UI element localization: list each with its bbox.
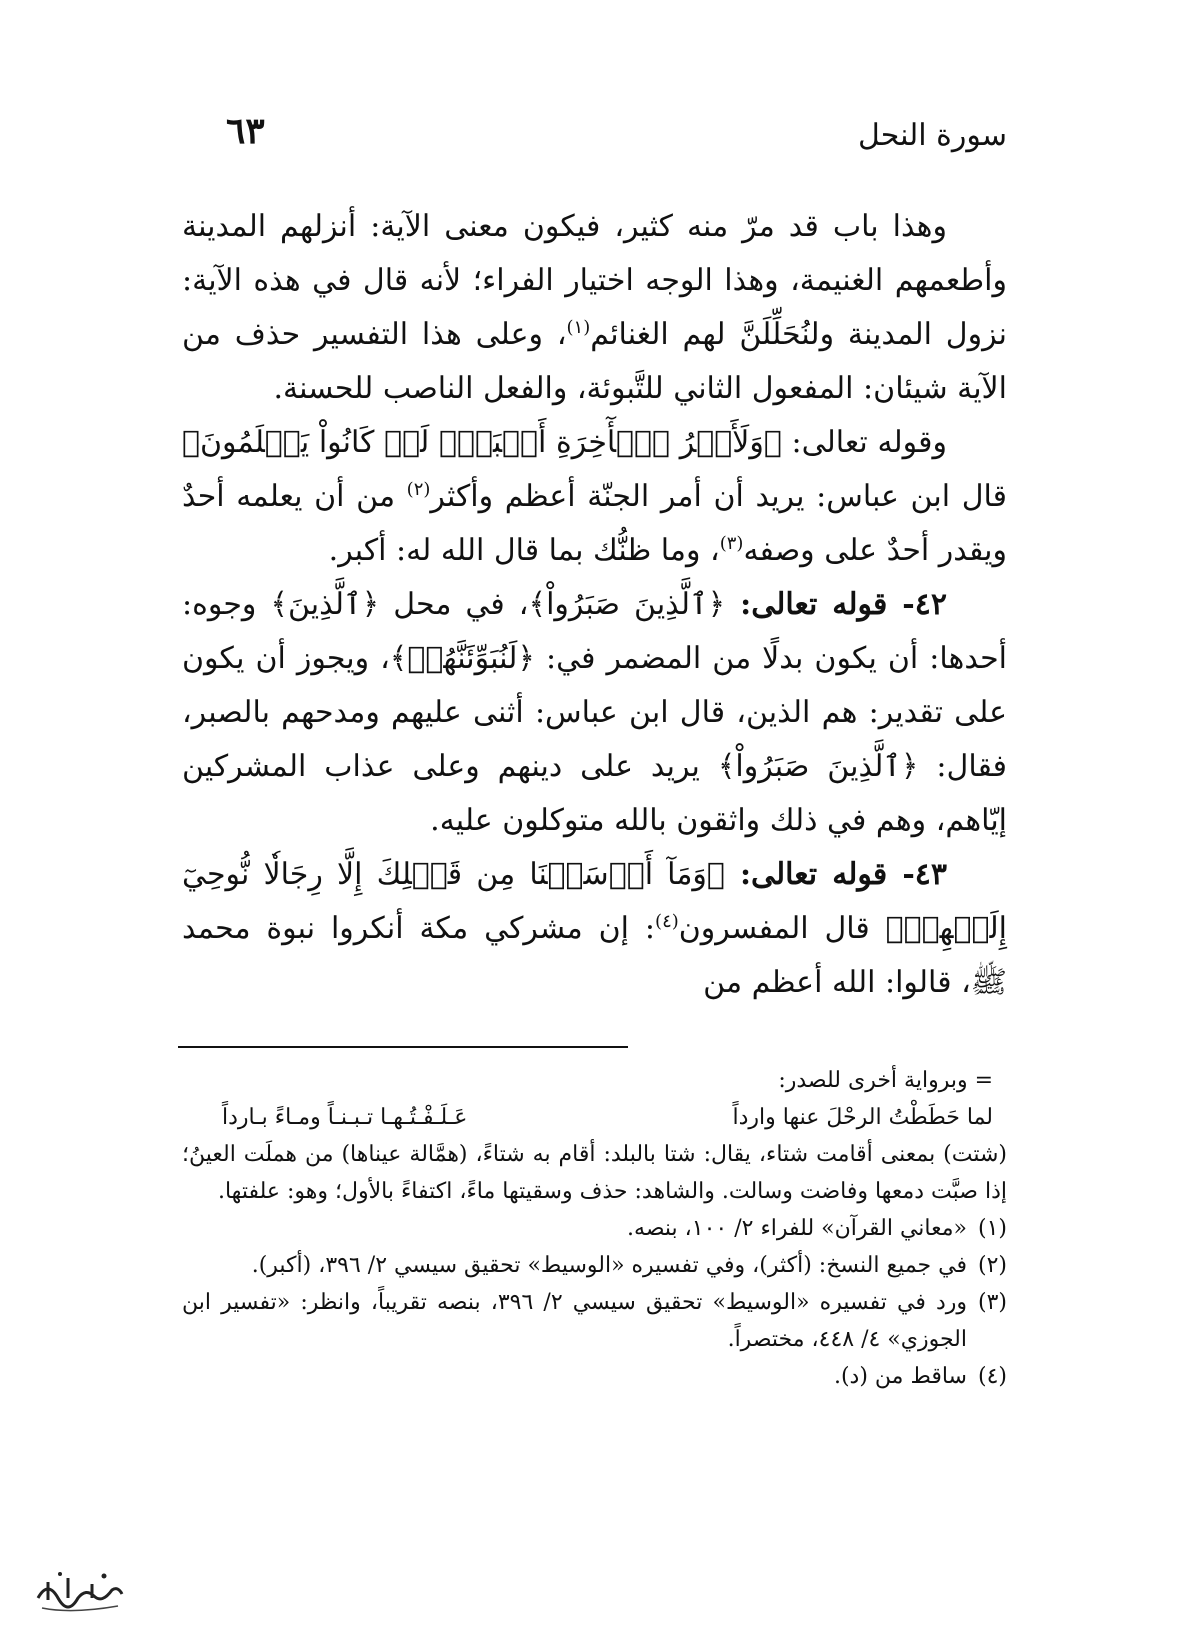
paragraph-3 bbox=[182, 578, 1007, 848]
para1-text: وهذا باب قد مرّ منه كثير، فيكون معنى الآية: أنزلهم المدينة وأطعمهم الغنيمة، وهذا الوجه اختيار الفراء؛ لأنه قال في هذه الآية: نزول المدينة ولنُحَلِّلَنَّ لهم الغنائم bbox=[182, 209, 1007, 352]
footnote-3 bbox=[182, 1284, 1007, 1358]
poem-second-hemistich: عَـلَـفْـتُـهـا تـبـنـاً ومـاءً بـارداً bbox=[222, 1105, 468, 1130]
quran-verse: ﴿ٱلَّذِينَ صَبَرُواْ﴾ bbox=[528, 587, 726, 622]
para2-b: قال ابن عباس: يريد أن أمر الجنّة أعظم وأكثر bbox=[430, 479, 1008, 514]
footnote-ref-1[interactable]: (١) bbox=[566, 317, 591, 338]
para3-a: ، في محل bbox=[379, 587, 529, 622]
footnote-ref-3[interactable]: (٣) bbox=[719, 533, 744, 554]
paragraph-4 bbox=[182, 848, 1007, 1010]
para3-b: وجوه: أحدها: أن يكون بدلًا من المضمر في: bbox=[182, 587, 1007, 676]
footnote-1 bbox=[182, 1210, 1007, 1247]
para4-b: : إن مشركي مكة أنكروا نبوة محمد ﷺ، قالوا: الله أعظم من bbox=[182, 911, 1007, 1000]
paragraph-1 bbox=[182, 200, 1007, 416]
footnote-separator bbox=[178, 1046, 628, 1048]
footnote-ref-2[interactable]: (٢) bbox=[406, 479, 431, 500]
surah-title: سورة النحل bbox=[858, 118, 1007, 153]
quran-verse: ﴿لَنُبَوِّئَنَّهُمۡ﴾ bbox=[389, 641, 535, 676]
footnote-number: (٢) bbox=[977, 1253, 1007, 1278]
note-continuation-intro: = وبرواية أخرى للصدر: bbox=[778, 1068, 993, 1093]
footnote-text: ساقط من (د). bbox=[833, 1364, 967, 1389]
footnote-text: «معاني القرآن» للفراء ٢/ ١٠٠، بنصه. bbox=[627, 1216, 967, 1241]
footnote-number: (٤) bbox=[977, 1364, 1007, 1389]
para3-d: يريد على دينهم وعلى عذاب المشركين إيّاهم، وهم في ذلك واثقون بالله متوكلون عليه. bbox=[182, 749, 1007, 838]
para3-c: ، ويجوز أن يكون على تقدير: هم الذين، قال ابن عباس: أثنى عليهم ومدحهم بالصبر، فقال: bbox=[182, 641, 1007, 784]
verse-heading-42: ٤٢- قوله تعالى: bbox=[725, 587, 947, 622]
footnotes-section bbox=[182, 1062, 1007, 1395]
quran-verse: ﴿ٱلَّذِينَ﴾ bbox=[270, 587, 380, 622]
footnote-2 bbox=[182, 1247, 1007, 1284]
footnote-number: (١) bbox=[977, 1216, 1007, 1241]
footnote-text: في جميع النسخ: (أكثر)، وفي تفسيره «الوسيط» تحقيق سيسي ٢/ ٣٩٦، (أكبر). bbox=[251, 1253, 967, 1278]
main-text bbox=[182, 200, 1007, 1010]
paragraph-2 bbox=[182, 416, 1007, 578]
footnote-number: (٣) bbox=[977, 1290, 1007, 1315]
para2-c: من أن يعلمه أحدٌ ويقدر أحدٌ على وصفه bbox=[182, 479, 1007, 568]
para2-d: ، وما ظنُّك بما قال الله له: أكبر. bbox=[328, 533, 720, 568]
note-explanation: (شتت) بمعنى أقامت شتاء، يقال: شتا بالبلد: أقام به شتاءً، (همَّالة عيناها) من هملَت العينُ؛ إذا صبَّت دمعها وفاضت وسالت. والشاهد: حذف وسقيتها ماءً، اكتفاءً بالأول؛ وهو: علفتها. bbox=[182, 1142, 1007, 1204]
poem-verse bbox=[182, 1099, 1007, 1136]
para1-tail: ، وعلى هذا التفسير حذف من الآية شيئان: المفعول الثاني للتَّبوئة، والفعل الناصب للحسنة. bbox=[182, 317, 1007, 406]
footnote-text: ورد في تفسيره «الوسيط» تحقيق سيسي ٢/ ٣٩٦، بنصه تقريباً، وانظر: «تفسير ابن الجوزي» ٤/ ٤٤٨، مختصراً. bbox=[182, 1290, 967, 1352]
verse-heading-43: ٤٣- قوله تعالى: bbox=[724, 857, 948, 892]
para4-a: قال المفسرون bbox=[678, 911, 886, 946]
para2-a: وقوله تعالى: bbox=[781, 425, 947, 460]
quran-verse: ﴿وَلَأَجۡرُ ٱلۡأٓخِرَةِ أَكۡبَرُۚ لَوۡ كَانُواْ يَعۡلَمُونَ﴾ bbox=[182, 425, 782, 460]
quran-verse: ﴿ٱلَّذِينَ صَبَرُواْ﴾ bbox=[717, 749, 919, 784]
page-number: ٦٣ bbox=[226, 110, 265, 152]
quran-verse: ﴿وَمَآ أَرۡسَلۡنَا مِن قَبۡلِكَ إِلَّا رِجَالٗا نُّوحِيٓ إِلَيۡهِمۡ﴾ bbox=[182, 857, 1007, 946]
poem-first-hemistich: لما حَطَطْتُ الرحْلَ عنها وارداً bbox=[732, 1105, 993, 1130]
footnote-ref-4[interactable]: (٤) bbox=[655, 911, 679, 932]
footnote-4 bbox=[182, 1358, 1007, 1395]
publisher-logo bbox=[34, 1568, 126, 1616]
